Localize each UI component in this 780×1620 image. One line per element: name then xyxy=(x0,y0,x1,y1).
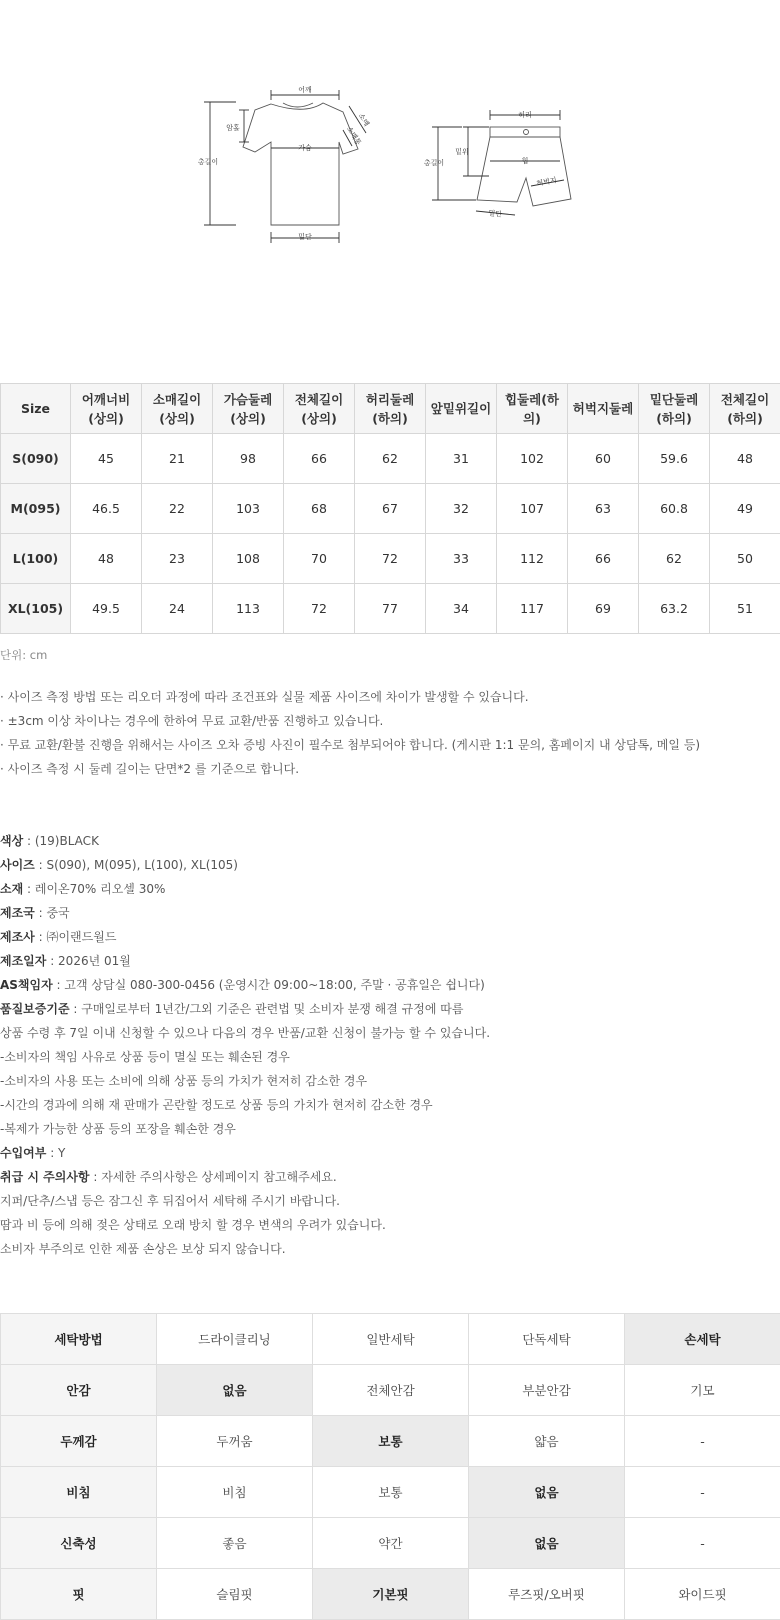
size-value-cell: 67 xyxy=(355,484,426,534)
care-option: 슬림핏 xyxy=(157,1569,313,1620)
label-total-length-top: 총길이 xyxy=(198,157,218,166)
size-table-header: 밑단둘레(하의) xyxy=(639,384,710,434)
info-label: 소재 xyxy=(0,882,23,896)
info-value: -소비자의 사용 또는 소비에 의해 상품 등의 가치가 현저히 감소한 경우 xyxy=(0,1074,367,1088)
size-value-cell: 23 xyxy=(142,534,213,584)
size-value-cell: 68 xyxy=(284,484,355,534)
care-row xyxy=(1,1467,780,1518)
care-option: 드라이클리닝 xyxy=(157,1314,313,1365)
tshirt-diagram xyxy=(204,90,366,243)
care-option-selected: 보통 xyxy=(313,1416,469,1467)
table-row xyxy=(1,584,780,634)
care-option: 기모 xyxy=(625,1365,780,1416)
size-table-header-row xyxy=(1,384,780,434)
shorts-outline xyxy=(477,137,571,206)
info-line xyxy=(0,949,780,973)
size-table-header: 허리둘레(하의) xyxy=(355,384,426,434)
size-value-cell: 117 xyxy=(497,584,568,634)
info-value: 땀과 비 등에 의해 젖은 상태로 오래 방치 할 경우 변색의 우려가 있습니다. xyxy=(0,1218,386,1232)
care-row-head: 두께감 xyxy=(1,1416,157,1467)
info-line xyxy=(0,1093,780,1117)
care-table xyxy=(0,1313,780,1620)
info-line xyxy=(0,829,780,853)
info-value: 지퍼/단추/스냅 등은 잠그신 후 뒤집어서 세탁해 주시기 바랍니다. xyxy=(0,1194,340,1208)
size-value-cell: 51 xyxy=(710,584,780,634)
size-table-header: 소매길이(상의) xyxy=(142,384,213,434)
size-value-cell: 102 xyxy=(497,434,568,484)
info-line xyxy=(0,973,780,997)
label-chest: 가슴 xyxy=(298,143,312,152)
care-option-selected: 없음 xyxy=(469,1467,625,1518)
size-value-cell: 34 xyxy=(426,584,497,634)
size-value-cell: 62 xyxy=(355,434,426,484)
care-row xyxy=(1,1569,780,1620)
info-label: 색상 xyxy=(0,834,23,848)
size-value-cell: 72 xyxy=(284,584,355,634)
size-value-cell: 46.5 xyxy=(71,484,142,534)
care-option: - xyxy=(625,1518,780,1569)
care-option-selected: 없음 xyxy=(469,1518,625,1569)
info-line xyxy=(0,997,780,1021)
info-line xyxy=(0,1237,780,1261)
size-value-cell: 33 xyxy=(426,534,497,584)
size-value-cell: 107 xyxy=(497,484,568,534)
info-value: -소비자의 책임 사유로 상품 등이 멸실 또는 훼손된 경우 xyxy=(0,1050,290,1064)
note-item: · 무료 교환/환불 진행을 위해서는 사이즈 오차 증빙 사진이 필수로 첨부되어야 합니다. (게시판 1:1 문의, 홈페이지 내 상담톡, 메일 등) xyxy=(0,733,780,757)
info-value: : (19)BLACK xyxy=(23,834,99,848)
size-value-cell: 63.2 xyxy=(639,584,710,634)
size-label-cell: L(100) xyxy=(1,534,71,584)
label-hip: 힙 xyxy=(522,156,529,165)
info-line xyxy=(0,925,780,949)
info-value: : ㈜이랜드월드 xyxy=(35,930,117,944)
care-row xyxy=(1,1518,780,1569)
care-row-head: 안감 xyxy=(1,1365,157,1416)
info-value: : Y xyxy=(46,1146,65,1160)
label-armhole: 암홀 xyxy=(226,123,240,132)
size-table-header: 허벅지둘레 xyxy=(568,384,639,434)
care-row-head: 핏 xyxy=(1,1569,157,1620)
care-row-head: 비침 xyxy=(1,1467,157,1518)
care-option: 루즈핏/오버핏 xyxy=(469,1569,625,1620)
size-value-cell: 72 xyxy=(355,534,426,584)
care-option: 와이드핏 xyxy=(625,1569,780,1620)
care-option: - xyxy=(625,1467,780,1518)
care-row-head: 신축성 xyxy=(1,1518,157,1569)
size-value-cell: 31 xyxy=(426,434,497,484)
size-value-cell: 60 xyxy=(568,434,639,484)
size-value-cell: 60.8 xyxy=(639,484,710,534)
info-line xyxy=(0,1189,780,1213)
size-label-cell: S(090) xyxy=(1,434,71,484)
care-option-selected: 기본핏 xyxy=(313,1569,469,1620)
size-value-cell: 49 xyxy=(710,484,780,534)
info-line xyxy=(0,877,780,901)
size-label-cell: M(095) xyxy=(1,484,71,534)
care-option: - xyxy=(625,1416,780,1467)
care-option: 보통 xyxy=(313,1467,469,1518)
info-label: 사이즈 xyxy=(0,858,35,872)
shorts-waistband xyxy=(490,127,560,137)
info-line xyxy=(0,1069,780,1093)
measurement-diagram xyxy=(0,0,780,360)
size-table-header: Size xyxy=(1,384,71,434)
size-table xyxy=(0,383,780,634)
care-option: 단독세탁 xyxy=(469,1314,625,1365)
info-value: : 자세한 주의사항은 상세페이지 참고해주세요. xyxy=(90,1170,337,1184)
size-table-header: 가슴둘레(상의) xyxy=(213,384,284,434)
size-value-cell: 69 xyxy=(568,584,639,634)
size-value-cell: 77 xyxy=(355,584,426,634)
size-value-cell: 66 xyxy=(568,534,639,584)
size-value-cell: 48 xyxy=(71,534,142,584)
info-label: 취급 시 주의사항 xyxy=(0,1170,90,1184)
size-notes xyxy=(0,685,780,781)
size-value-cell: 49.5 xyxy=(71,584,142,634)
info-line xyxy=(0,1213,780,1237)
care-option: 두꺼움 xyxy=(157,1416,313,1467)
size-value-cell: 108 xyxy=(213,534,284,584)
info-value: : 구매일로부터 1년간/그외 기준은 관련법 및 소비자 분쟁 해결 규정에 따름 xyxy=(70,1002,464,1016)
note-item: · 사이즈 측정 시 둘레 길이는 단면*2 를 기준으로 합니다. xyxy=(0,757,780,781)
shorts-diagram xyxy=(432,110,571,215)
label-sleeve: 소매 xyxy=(357,112,372,128)
size-value-cell: 45 xyxy=(71,434,142,484)
product-info xyxy=(0,829,780,1261)
size-value-cell: 98 xyxy=(213,434,284,484)
info-value: 소비자 부주의로 인한 제품 손상은 보상 되지 않습니다. xyxy=(0,1242,286,1256)
unit-label: 단위: cm xyxy=(0,647,47,663)
care-row xyxy=(1,1314,780,1365)
size-value-cell: 21 xyxy=(142,434,213,484)
info-line xyxy=(0,1141,780,1165)
info-label: AS책임자 xyxy=(0,978,53,992)
note-item: · ±3cm 이상 차이나는 경우에 한하여 무료 교환/반품 진행하고 있습니다. xyxy=(0,709,780,733)
label-shoulder: 어깨 xyxy=(298,85,312,94)
info-value: -복제가 가능한 상품 등의 포장을 훼손한 경우 xyxy=(0,1122,236,1136)
info-line xyxy=(0,1117,780,1141)
table-row xyxy=(1,434,780,484)
info-line xyxy=(0,1021,780,1045)
info-value: : 2026년 01월 xyxy=(46,954,130,968)
size-value-cell: 66 xyxy=(284,434,355,484)
size-value-cell: 112 xyxy=(497,534,568,584)
size-value-cell: 59.6 xyxy=(639,434,710,484)
tshirt-outline xyxy=(243,103,358,225)
size-value-cell: 62 xyxy=(639,534,710,584)
garment-illustration xyxy=(0,0,780,360)
label-sleeve-opening: 소매통 xyxy=(345,125,364,147)
care-row xyxy=(1,1416,780,1467)
info-label: 제조국 xyxy=(0,906,35,920)
info-value: 상품 수령 후 7일 이내 신청할 수 있으나 다음의 경우 반품/교환 신청이 불가능 할 수 있습니다. xyxy=(0,1026,490,1040)
size-value-cell: 50 xyxy=(710,534,780,584)
info-value: : 레이온70% 리오셀 30% xyxy=(23,882,165,896)
info-value: : 고객 상담실 080-300-0456 (운영시간 09:00~18:00, 주말 · 공휴일은 쉽니다) xyxy=(53,978,485,992)
info-label: 수입여부 xyxy=(0,1146,46,1160)
care-option: 비침 xyxy=(157,1467,313,1518)
label-total-length-bottom: 총길이 xyxy=(424,158,444,167)
size-value-cell: 48 xyxy=(710,434,780,484)
info-line xyxy=(0,1165,780,1189)
info-value: -시간의 경과에 의해 재 판매가 곤란할 정도로 상품 등의 가치가 현저히 감소한 경우 xyxy=(0,1098,433,1112)
size-label-cell: XL(105) xyxy=(1,584,71,634)
size-value-cell: 32 xyxy=(426,484,497,534)
label-waist: 허리 xyxy=(518,110,532,119)
size-value-cell: 70 xyxy=(284,534,355,584)
label-hem-bottom: 밑단 xyxy=(488,208,503,218)
info-label: 품질보증기준 xyxy=(0,1002,70,1016)
table-row xyxy=(1,484,780,534)
label-rise: 밑위 xyxy=(455,147,469,156)
size-table-header: 전체길이(상의) xyxy=(284,384,355,434)
care-option: 부분안감 xyxy=(469,1365,625,1416)
care-option: 일반세탁 xyxy=(313,1314,469,1365)
care-row-head: 세탁방법 xyxy=(1,1314,157,1365)
size-value-cell: 22 xyxy=(142,484,213,534)
care-option-selected: 손세탁 xyxy=(625,1314,780,1365)
size-value-cell: 63 xyxy=(568,484,639,534)
info-line xyxy=(0,1045,780,1069)
info-value: : 중국 xyxy=(35,906,70,920)
note-item: · 사이즈 측정 방법 또는 리오더 과정에 따라 조건표와 실물 제품 사이즈에 차이가 발생할 수 있습니다. xyxy=(0,685,780,709)
care-option: 얇음 xyxy=(469,1416,625,1467)
size-value-cell: 103 xyxy=(213,484,284,534)
table-row xyxy=(1,534,780,584)
size-table-header: 전체길이(하의) xyxy=(710,384,780,434)
care-option: 전체안감 xyxy=(313,1365,469,1416)
size-table-header: 어깨너비(상의) xyxy=(71,384,142,434)
size-value-cell: 113 xyxy=(213,584,284,634)
info-line xyxy=(0,853,780,877)
care-option: 좋음 xyxy=(157,1518,313,1569)
care-row xyxy=(1,1365,780,1416)
care-option: 약간 xyxy=(313,1518,469,1569)
size-value-cell: 24 xyxy=(142,584,213,634)
info-label: 제조일자 xyxy=(0,954,46,968)
size-table-header: 힙둘레(하의) xyxy=(497,384,568,434)
info-label: 제조사 xyxy=(0,930,35,944)
info-line xyxy=(0,901,780,925)
size-table-header: 앞밑위길이 xyxy=(426,384,497,434)
info-value: : S(090), M(095), L(100), XL(105) xyxy=(35,858,238,872)
label-hem-top: 밑단 xyxy=(298,232,312,241)
label-thigh: 허벅지 xyxy=(536,175,558,187)
care-option-selected: 없음 xyxy=(157,1365,313,1416)
